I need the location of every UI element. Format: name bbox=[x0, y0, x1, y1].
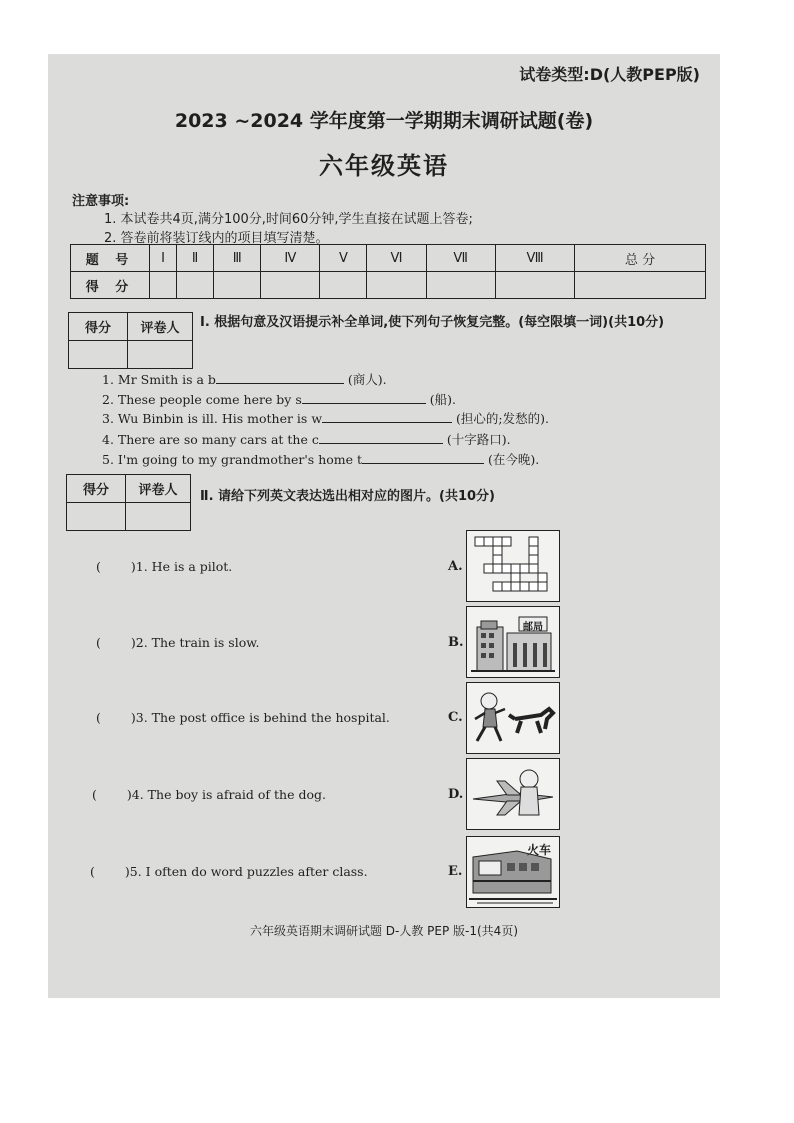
score-cell[interactable] bbox=[426, 272, 495, 299]
score-table-col: Ⅴ bbox=[320, 245, 367, 272]
grader-box-2 bbox=[66, 474, 191, 531]
score-cell[interactable] bbox=[575, 272, 706, 299]
score-cell[interactable] bbox=[214, 272, 261, 299]
running-boy-dog-icon bbox=[467, 683, 559, 753]
match-question-2: ( )2. The train is slow. bbox=[96, 635, 260, 650]
question-text: 5. I'm going to my grandmother's home t bbox=[102, 452, 363, 467]
paper-type: 试卷类型:D(人教PEP版) bbox=[519, 65, 700, 84]
post-office-sign: 邮局 bbox=[523, 622, 543, 633]
score-cell[interactable] bbox=[367, 272, 426, 299]
section1-instruction: Ⅰ. 根据句意及汉语提示补全单词,使下列句子恢复完整。(每空限填一词)(共10分) bbox=[200, 315, 665, 330]
score-table-col: Ⅵ bbox=[367, 245, 426, 272]
post-office-picture bbox=[466, 606, 560, 678]
score-table bbox=[70, 244, 706, 299]
building-icon bbox=[467, 607, 559, 677]
question-hint: (十字路口). bbox=[446, 432, 511, 447]
exam-subject: 六年级英语 bbox=[319, 152, 449, 180]
note-item: 1. 本试卷共4页,满分100分,时间60分钟,学生直接在试题上答卷; bbox=[104, 212, 473, 227]
boy-and-dog-picture bbox=[466, 682, 560, 754]
score-table-header-row bbox=[71, 245, 706, 272]
answer-blank[interactable] bbox=[322, 410, 452, 423]
score-table-col: Ⅲ bbox=[214, 245, 261, 272]
question-hint: (船). bbox=[429, 392, 456, 407]
question-hint: (在今晚). bbox=[488, 452, 540, 467]
page-footer: 六年级英语期末调研试题 D-人教 PEP 版-1(共4页) bbox=[249, 924, 519, 938]
train-label: 火车 bbox=[527, 843, 552, 857]
match-question-4: ( )4. The boy is afraid of the dog. bbox=[92, 787, 326, 802]
question-text: 3. Wu Binbin is ill. His mother is w bbox=[102, 411, 323, 426]
question-text: 1. Mr Smith is a b bbox=[102, 372, 216, 387]
fill-question-2 bbox=[102, 390, 456, 408]
match-question-3: ( )3. The post office is behind the hospital. bbox=[96, 710, 390, 725]
question-text: 5. I often do word puzzles after class. bbox=[129, 864, 368, 879]
score-table-col: Ⅱ bbox=[176, 245, 213, 272]
answer-blank[interactable] bbox=[319, 431, 443, 444]
match-question-5: ( )5. I often do word puzzles after class. bbox=[90, 864, 368, 879]
question-text: 3. The post office is behind the hospital. bbox=[135, 710, 390, 725]
score-cell[interactable] bbox=[176, 272, 213, 299]
answer-blank[interactable] bbox=[97, 787, 127, 799]
grader-box-score-cell[interactable] bbox=[69, 341, 128, 369]
grader-box-score-cell[interactable] bbox=[67, 503, 126, 531]
pilot-picture bbox=[466, 758, 560, 830]
score-cell[interactable] bbox=[150, 272, 177, 299]
answer-blank[interactable] bbox=[95, 864, 125, 876]
grader-box-1 bbox=[68, 312, 193, 369]
answer-blank[interactable] bbox=[101, 559, 131, 571]
score-table-row-label: 题 号 bbox=[71, 245, 150, 272]
grader-box-score-label: 得分 bbox=[69, 313, 128, 341]
score-table-col: Ⅰ bbox=[150, 245, 177, 272]
fill-question-1 bbox=[102, 370, 387, 388]
answer-blank[interactable] bbox=[216, 371, 344, 384]
option-letter: C. bbox=[448, 710, 463, 725]
question-hint: (商人). bbox=[347, 372, 387, 387]
answer-blank[interactable] bbox=[362, 451, 484, 464]
question-text: 4. There are so many cars at the c bbox=[102, 432, 319, 447]
score-table-col: Ⅷ bbox=[495, 245, 574, 272]
pilot-plane-icon bbox=[467, 759, 559, 829]
fill-question-4 bbox=[102, 430, 511, 448]
answer-blank[interactable] bbox=[101, 710, 131, 722]
answer-blank[interactable] bbox=[101, 635, 131, 647]
section2-instruction: Ⅱ. 请给下列英文表达选出相对应的图片。(共10分) bbox=[200, 489, 496, 504]
grader-box-grader-cell[interactable] bbox=[128, 341, 193, 369]
score-cell[interactable] bbox=[261, 272, 320, 299]
option-letter: B. bbox=[448, 635, 464, 650]
question-text: 2. The train is slow. bbox=[135, 635, 260, 650]
question-text: 1. He is a pilot. bbox=[135, 559, 233, 574]
grader-box-grader-cell[interactable] bbox=[126, 503, 191, 531]
fill-question-3 bbox=[102, 409, 549, 427]
grader-box-grader-label: 评卷人 bbox=[128, 313, 193, 341]
score-cell[interactable] bbox=[320, 272, 367, 299]
exam-title: 2023 ~2024 学年度第一学期期末调研试题(卷) bbox=[174, 110, 594, 132]
question-hint: (担心的;发愁的). bbox=[456, 411, 549, 426]
match-question-1: ( )1. He is a pilot. bbox=[96, 559, 233, 574]
option-letter: D. bbox=[448, 787, 464, 802]
question-text: 4. The boy is afraid of the dog. bbox=[131, 787, 326, 802]
option-letter: E. bbox=[448, 864, 463, 879]
crossword-icon bbox=[467, 531, 559, 601]
notes-heading: 注意事项: bbox=[72, 194, 130, 209]
fill-question-5 bbox=[102, 450, 539, 468]
answer-blank[interactable] bbox=[302, 391, 426, 404]
word-puzzle-picture bbox=[466, 530, 560, 602]
question-text: 2. These people come here by s bbox=[102, 392, 302, 407]
score-table-col: Ⅶ bbox=[426, 245, 495, 272]
grader-box-grader-label: 评卷人 bbox=[126, 475, 191, 503]
score-table-score-row bbox=[71, 272, 706, 299]
note-item: 2. 答卷前将装订线内的项目填写清楚。 bbox=[104, 231, 329, 246]
score-table-col: 总 分 bbox=[575, 245, 706, 272]
score-table-row-label: 得 分 bbox=[71, 272, 150, 299]
train-picture bbox=[466, 836, 560, 908]
option-letter: A. bbox=[448, 559, 463, 574]
score-table-col: Ⅳ bbox=[261, 245, 320, 272]
grader-box-score-label: 得分 bbox=[67, 475, 126, 503]
score-cell[interactable] bbox=[495, 272, 574, 299]
exam-paper bbox=[48, 54, 720, 998]
